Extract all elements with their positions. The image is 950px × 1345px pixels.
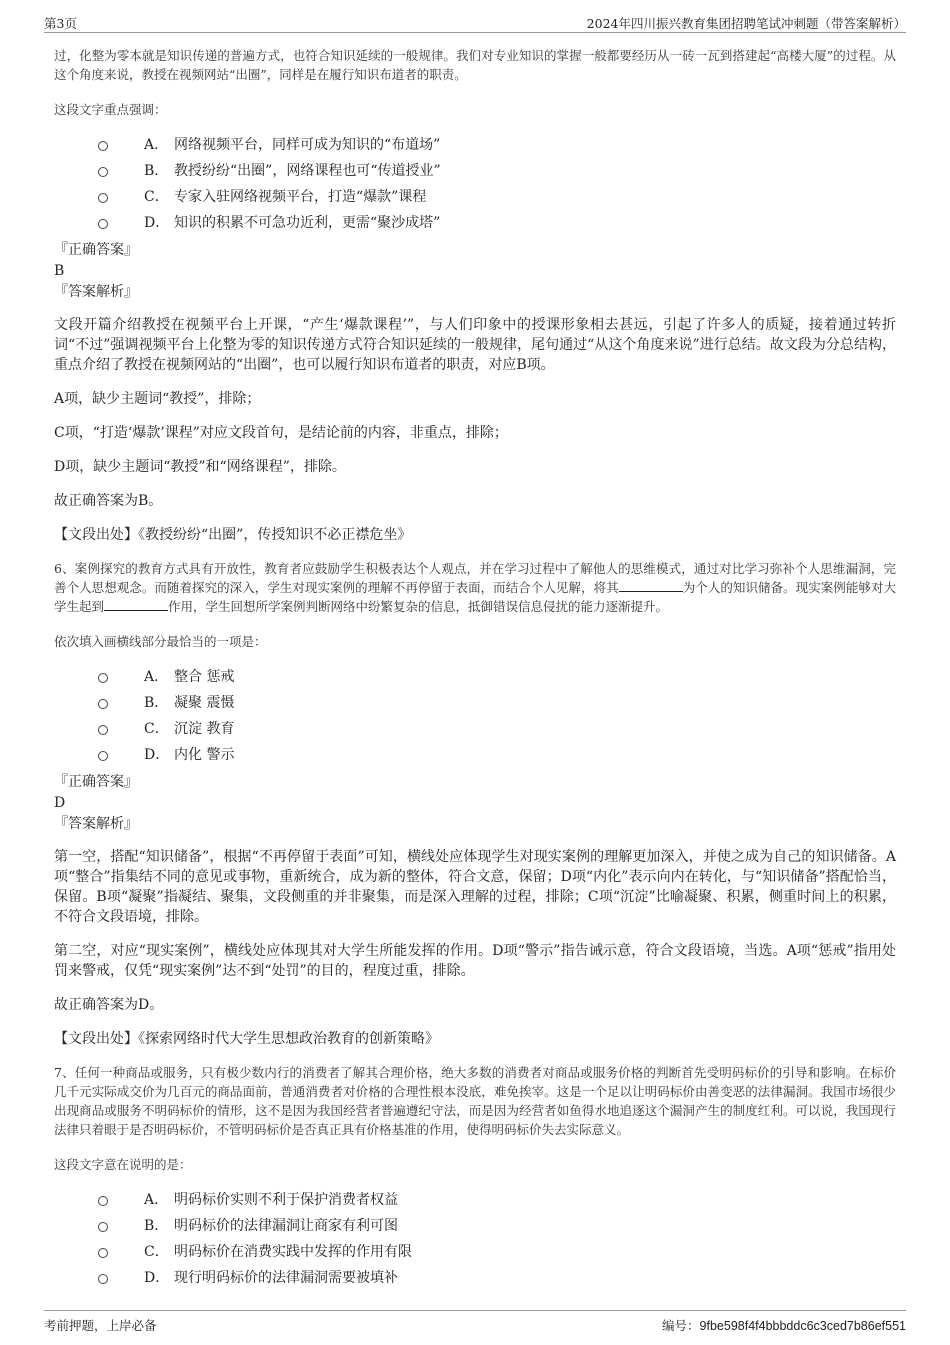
q5-prompt: 这段文字重点强调： [54, 102, 167, 117]
q5-analysis-2: A项，缺少主题词“教授”，排除； [54, 391, 261, 407]
radio-icon[interactable] [98, 219, 108, 229]
radio-icon[interactable] [98, 1222, 108, 1232]
q5-analysis-5: 故正确答案为B。 [54, 493, 163, 509]
page-footer [44, 1310, 906, 1335]
document-code: 编号：9fbe598f4f4bbbddc6c3ced7b86ef551 [662, 1319, 906, 1333]
radio-icon[interactable] [98, 1248, 108, 1258]
q5-analysis-label: 『答案解析』 [54, 284, 138, 300]
q7-stem: 7、任何一种商品或服务，只有极少数内行的消费者了解其合理价格，绝大多数的消费者对商品或服务价格的判断首先受明码标价的引导和影响。在标价几千元实际成交价为几百元的商品面前，普通消费者对价格的合理性根本没底，难免挨宰。这是一个足以让明码标价由善变恶的法律漏洞。我国市场很少出现商品或服务不明码标价的情形，这不是因为我国经营者普遍遵纪守法，而是因为经营者如鱼得水地追逐这个漏洞产生的制度红利。可以说，我国现行法律只着眼于是否明码标价，不管明码标价是否真正具有价格基准的作用，使得明码标价失去实际意义。 [54, 1065, 896, 1137]
footer-slogan: 考前押题，上岸必备 [44, 1318, 157, 1333]
q5-analysis-4: D项，缺少主题词“教授”和“网络课程”，排除。 [54, 459, 346, 475]
q6-analysis-2: 第二空，对应“现实案例”，横线处应体现其对大学生所能发挥的作用。D项“警示”指告诫示意，符合文段语境，当选。A项“惩戒”指用处罚来警戒，仅凭“现实案例”达不到“处罚”的目的，程度过重，排除。 [54, 943, 896, 979]
radio-icon[interactable] [98, 699, 108, 709]
q5-option-b[interactable]: B． 教授纷纷“出圈”，网络课程也可“传道授业” [54, 158, 896, 184]
q7-option-c[interactable]: C． 明码标价在消费实践中发挥的作用有限 [54, 1239, 896, 1265]
q5-source: 【文段出处】《教授纷纷“出圈”，传授知识不必正襟危坐》 [54, 527, 412, 543]
q5-option-c[interactable]: C． 专家入驻网络视频平台，打造“爆款”课程 [54, 184, 896, 210]
q5-option-a[interactable]: A． 网络视频平台，同样可成为知识的“布道场” [54, 132, 896, 158]
radio-icon[interactable] [98, 193, 108, 203]
blank-1 [619, 579, 683, 592]
q6-answer-label: 『正确答案』 [54, 774, 138, 790]
q6-prompt: 依次填入画横线部分最恰当的一项是： [54, 634, 267, 649]
q6-stem: 6、案例探究的教育方式具有开放性，教育者应鼓励学生积极表达个人观点，并在学习过程中了解他人的思维模式，通过对比学习弥补个人思维漏洞，完善个人思想观念。而随着探究的深入，学生对现实案例的理解不再停留于表面，而结合个人见解，将其 为个人的知识储备。现实案例能够对大学生起到 作用，学生回想所学案例判断网络中纷繁复杂的信息，抵御错误信息侵扰的能力逐渐提升。 [54, 561, 896, 614]
q5-analysis-1: 文段开篇介绍教授在视频平台上开课，“产生‘爆款课程’”，与人们印象中的授课形象相去甚远，引起了许多人的质疑，接着通过转折词“不过”强调视频平台上化整为零的知识传递方式符合知识延续的一般规律，尾句通过“从这个角度来说”进行总结。故文段为分总结构，重点介绍了教授在视频网站的“出圈”，也可以履行知识布道者的职责，对应B项。 [54, 317, 896, 373]
q5-options [54, 132, 896, 236]
q6-answer: D [54, 795, 66, 811]
q6-analysis-1: 第一空，搭配“知识储备”，根据“不再停留于表面”可知，横线处应体现学生对现实案例的理解更加深入，并使之成为自己的知识储备。A项“整合”指集结不同的意见或事物，重新统合，成为新的整体，符合文意，保留；D项“内化”表示向内在转化，与“知识储备”搭配恰当，保留。B项“凝聚”指凝结、聚集，文段侧重的并非聚集，而是深入理解的过程，排除；C项“沉淀”比喻凝聚、积累，侧重时间上的积累，不符合文段语境，排除。 [54, 849, 896, 925]
q5-answer-label: 『正确答案』 [54, 242, 138, 258]
q6-option-c[interactable]: C． 沉淀 教育 [54, 716, 896, 742]
q5-option-d[interactable]: D． 知识的积累不可急功近利，更需“聚沙成塔” [54, 210, 896, 236]
radio-icon[interactable] [98, 1196, 108, 1206]
blank-2 [104, 598, 168, 611]
q7-options [54, 1187, 896, 1291]
q6-option-d[interactable]: D． 内化 警示 [54, 742, 896, 768]
q6-option-a[interactable]: A． 整合 惩戒 [54, 664, 896, 690]
radio-icon[interactable] [98, 141, 108, 151]
radio-icon[interactable] [98, 1274, 108, 1284]
q7-option-b[interactable]: B． 明码标价的法律漏洞让商家有利可图 [54, 1213, 896, 1239]
q5-analysis-3: C项，“打造‘爆款’课程”对应文段首句，是结论前的内容，非重点，排除； [54, 425, 508, 441]
q5-passage-tail: 过，化整为零本就是知识传递的普遍方式，也符合知识延续的一般规律。我们对专业知识的掌握一般都要经历从一砖一瓦到搭建起“高楼大厦”的过程。从这个角度来说，教授在视频网站“出圈”，同样是在履行知识布道者的职责。 [54, 48, 896, 82]
q6-options [54, 664, 896, 768]
radio-icon[interactable] [98, 725, 108, 735]
q5-answer: B [54, 263, 65, 279]
radio-icon[interactable] [98, 167, 108, 177]
q6-analysis-label: 『答案解析』 [54, 816, 138, 832]
radio-icon[interactable] [98, 751, 108, 761]
page-content [54, 46, 896, 1291]
page-header [44, 10, 906, 33]
document-title: 2024年四川振兴教育集团招聘笔试冲刺题（带答案解析） [586, 16, 906, 31]
q6-option-b[interactable]: B． 凝聚 震慑 [54, 690, 896, 716]
q7-option-a[interactable]: A． 明码标价实则不利于保护消费者权益 [54, 1187, 896, 1213]
q7-option-d[interactable]: D． 现行明码标价的法律漏洞需要被填补 [54, 1265, 896, 1291]
q7-prompt: 这段文字意在说明的是： [54, 1157, 192, 1172]
q6-source: 【文段出处】《探索网络时代大学生思想政治教育的创新策略》 [54, 1031, 439, 1047]
page-number: 第3页 [44, 16, 77, 31]
q6-analysis-3: 故正确答案为D。 [54, 997, 164, 1013]
radio-icon[interactable] [98, 673, 108, 683]
